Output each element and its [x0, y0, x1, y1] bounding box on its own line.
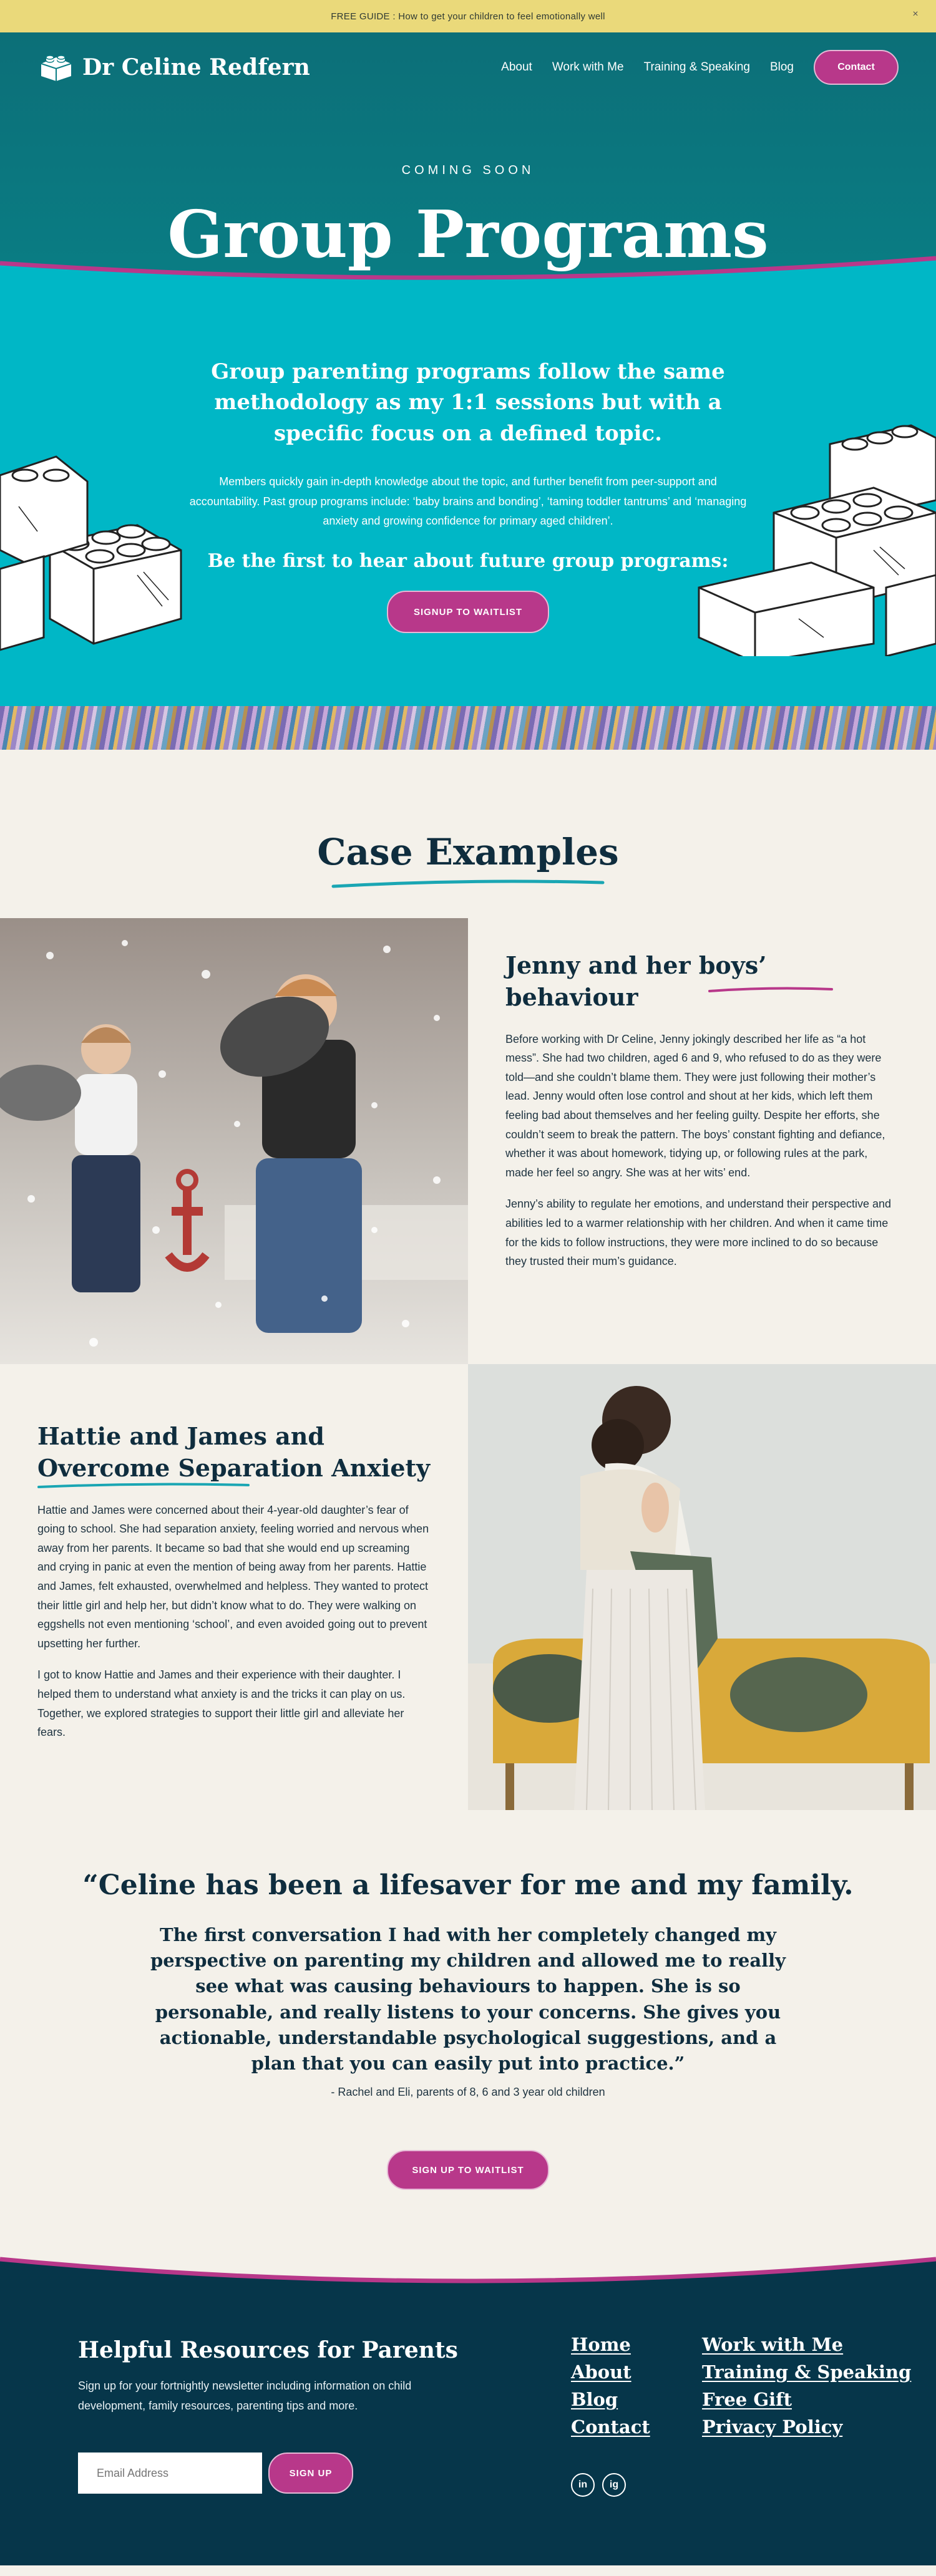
lego-blocks-illustration-right [686, 419, 936, 656]
decorative-pattern-strip [0, 706, 936, 750]
footer-link-home[interactable]: Home [571, 2334, 631, 2355]
heading-underline [331, 878, 605, 890]
announcement-bar[interactable] [0, 0, 936, 32]
case-2-title-underline [37, 1481, 250, 1490]
nav-work-with-me[interactable]: Work with Me [552, 61, 624, 74]
intro-paragraph: Members quickly gain in-depth knowledge about the topic, and further benefit from peer-support and accountability. Past group programs include: ‘baby brains and bonding’, ‘taming toddler tantrums’ and ‘managing anxiety and growing confidence for primary aged children’. [189, 475, 747, 527]
footer-link-free-gift[interactable]: Free Gift [702, 2389, 792, 2410]
pillow-fight-photo [0, 918, 468, 1364]
footer-link-blog[interactable]: Blog [571, 2389, 618, 2410]
intro-heading: Group parenting programs follow the same methodology as my 1:1 sessions but with a specific focus on a defined topic. [211, 359, 725, 446]
case-row-2 [0, 1364, 936, 1810]
case-1-paragraph-2: Jenny’s ability to regulate her emotions, and understand their perspective and abilities led to a warmer relationship with her children. And when it came time for the kids to follow instructions, they were more inclined to do so because they trusted their mum’s guidance. [505, 1198, 892, 1268]
nav-about[interactable]: About [501, 61, 532, 74]
mother-hug-photo [468, 1364, 936, 1810]
page-title: Group Programs [167, 196, 769, 273]
footer-link-work-with-me[interactable]: Work with Me [702, 2334, 844, 2355]
footer-link-training-speaking[interactable]: Training & Speaking [702, 2361, 912, 2383]
footer-wave [0, 2234, 936, 2297]
footer [0, 2297, 936, 2565]
intro-section [0, 282, 936, 706]
linkedin-icon[interactable]: in [571, 2473, 595, 2497]
logo[interactable] [37, 52, 310, 82]
main-nav [501, 50, 899, 85]
contact-button[interactable]: Contact [814, 50, 899, 85]
footer-link-privacy-policy[interactable]: Privacy Policy [702, 2416, 843, 2438]
nav-blog[interactable]: Blog [769, 61, 794, 74]
footer-heading: Helpful Resources for Parents [78, 2337, 458, 2363]
case-1-text [468, 918, 936, 1364]
hero [0, 32, 936, 282]
case-1-paragraph-1: Before working with Dr Celine, Jenny jokingly described her life as “a hot mess”. She had two children, aged 6 and 9, who refused to do as they were told—and she couldn’t blame them. They were just following their mother’s lead. Jenny would often lose control and shout at her kids, which left them feeling bad about themselves and her feeling guilty. Despite her efforts, she couldn’t seem to break the pattern. The boys’ constant fighting and defiance, whether it was about homework, tidying up, or following rules at the park, made her feel so angry. She was at her wits’ end. [505, 1032, 885, 1179]
case-examples-heading: Case Examples [317, 831, 619, 873]
case-1-title: Jenny and her boys’ behaviour [505, 951, 767, 1012]
logo-text[interactable]: Dr Celine Redfern [82, 54, 310, 80]
testimonial-body: The first conversation I had with her completely changed my perspective on parenting my children and allowed me to really see what was causing behaviours to happen. She is so personable, and really listens to your concerns. She gives you actionable, understandable psychological suggestions, and a plan that you can easily put into practice.” [150, 1924, 786, 2074]
pillow-fight-illustration [0, 918, 468, 1364]
case-2-paragraph-1: Hattie and James were concerned about their 4-year-old daughter’s fear of going to school. She had separation anxiety, feeling worried and nervous when away from her parents. It became so bad that she would end up screaming and crying in panic at even the mention of being away from her parents. Hattie and James, felt exhausted, overwhelmed and helpless. They wanted to protect their little girl and help her, but didn’t know what to do. They were walking on eggshells not even mentioning ‘school’, and even avoided going out to prevent upsetting her further. [37, 1503, 429, 1650]
testimonial-section [0, 1810, 936, 2297]
hero-wave [0, 245, 936, 282]
announcement-text[interactable]: FREE GUIDE : How to get your children to feel emotionally well [331, 11, 605, 22]
social-links [571, 2473, 626, 2497]
footer-text: Sign up for your fortnightly newsletter including information on child development, family resources, parenting tips and more. [78, 2380, 412, 2412]
signup-button[interactable]: SIGN UP [268, 2453, 353, 2494]
testimonial-attribution: - Rachel and Eli, parents of 8, 6 and 3 year old children [331, 2086, 605, 2098]
testimonial-headline: “Celine has been a lifesaver for me and my family. [82, 1869, 854, 1901]
case-1-title-underline [708, 985, 833, 994]
lego-block-icon [37, 52, 75, 82]
nav-training-speaking[interactable]: Training & Speaking [643, 61, 750, 74]
footer-links-col-2 [702, 2334, 911, 2438]
signup-waitlist-button[interactable]: SIGNUP TO WAITLIST [387, 591, 549, 633]
intro-cta-heading: Be the first to hear about future group programs: [207, 550, 729, 572]
instagram-icon[interactable]: ig [602, 2473, 626, 2497]
hero-eyebrow: COMING SOON [401, 163, 535, 177]
close-icon[interactable]: × [912, 9, 919, 19]
footer-link-about[interactable]: About [571, 2361, 631, 2383]
footer-link-contact[interactable]: Contact [571, 2416, 650, 2438]
mother-hug-illustration [468, 1364, 936, 1810]
case-2-title: Hattie and James and Overcome Separation Anxiety [37, 1422, 431, 1483]
site-header [0, 50, 936, 85]
case-examples-header [0, 750, 936, 918]
case-2-paragraph-2: I got to know Hattie and James and their experience with their daughter. I helped them to understand what anxiety is and the tricks it can play on us. Together, we explored strategies to support their little girl and alleviate her fears. [37, 1668, 406, 1739]
case-row-1 [0, 918, 936, 1364]
lego-blocks-illustration-left [0, 432, 187, 656]
case-2-text [0, 1364, 468, 1810]
footer-links-col-1 [571, 2334, 650, 2438]
signup-waitlist-button-2[interactable]: SIGN UP TO WAITLIST [387, 2150, 549, 2190]
email-input[interactable] [78, 2453, 262, 2494]
